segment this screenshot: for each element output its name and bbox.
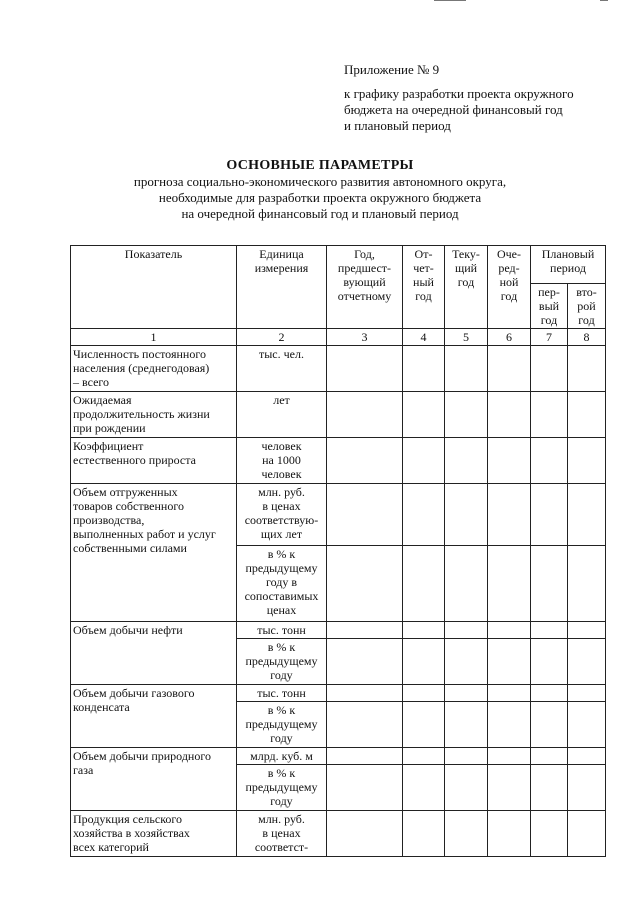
- col-number: 5: [445, 329, 488, 346]
- table-row: [71, 622, 606, 639]
- header-plan-first: пер- вый год: [531, 284, 568, 329]
- table-row: [71, 685, 606, 702]
- unit-cell: в % к предыдущему году в сопоставимых ценах: [237, 546, 327, 622]
- header-prev-year: Год, предшест- вующий отчетному: [327, 246, 403, 329]
- indicator-cell: Объем добычи газового конденсата: [71, 685, 237, 748]
- unit-cell: тыс. тонн: [237, 685, 327, 702]
- header-plan-second: вто- рой год: [568, 284, 606, 329]
- indicator-cell: Объем добычи природного газа: [71, 748, 237, 811]
- indicator-cell: Ожидаемая продолжительность жизни при рождении: [71, 392, 237, 438]
- scan-mark: [600, 0, 608, 3]
- header-current-year: Теку- щий год: [445, 246, 488, 329]
- table-row: [71, 438, 606, 484]
- header-plan-period: Плановый период: [531, 246, 606, 284]
- unit-cell: в % к предыдущему году: [237, 765, 327, 811]
- col-number: 1: [71, 329, 237, 346]
- col-number: 8: [568, 329, 606, 346]
- header-unit: Единица измерения: [237, 246, 327, 329]
- parameters-table: [70, 245, 606, 857]
- col-number: 2: [237, 329, 327, 346]
- indicator-cell: Объем отгруженных товаров собственного производства, выполненных работ и услуг собственными силами: [71, 484, 237, 622]
- unit-cell: лет: [237, 392, 327, 438]
- unit-cell: в % к предыдущему году: [237, 702, 327, 748]
- unit-cell: тыс. чел.: [237, 346, 327, 392]
- col-number: 4: [403, 329, 445, 346]
- col-number: 6: [488, 329, 531, 346]
- indicator-cell: Продукция сельского хозяйства в хозяйствах всех категорий: [71, 811, 237, 857]
- title-main: ОСНОВНЫЕ ПАРАМЕТРЫ: [226, 158, 414, 173]
- indicator-cell: Численность постоянного населения (среднегодовая) – всего: [71, 346, 237, 392]
- header-report-year: От- чет- ный год: [403, 246, 445, 329]
- table-row: [71, 748, 606, 765]
- title-sub-line: на очередной финансовый год и плановый период: [181, 206, 459, 221]
- indicator-cell: Объем добычи нефти: [71, 622, 237, 685]
- unit-cell: в % к предыдущему году: [237, 639, 327, 685]
- unit-cell: млн. руб. в ценах соответст-: [237, 811, 327, 857]
- scan-mark: [434, 0, 466, 3]
- indicator-cell: Коэффициент естественного прироста: [71, 438, 237, 484]
- unit-cell: млрд. куб. м: [237, 748, 327, 765]
- document-title: [0, 157, 640, 222]
- unit-cell: млн. руб. в ценах соответствую- щих лет: [237, 484, 327, 546]
- appendix-number: Приложение № 9: [344, 62, 440, 77]
- column-number-row: [71, 329, 606, 346]
- header-next-year: Оче- ред- ной год: [488, 246, 531, 329]
- col-number: 3: [327, 329, 403, 346]
- unit-cell: человек на 1000 человек: [237, 438, 327, 484]
- appendix-block: [344, 62, 574, 134]
- col-number: 7: [531, 329, 568, 346]
- title-sub-line: необходимые для разработки проекта окружного бюджета: [158, 190, 482, 205]
- appendix-line: и плановый период: [344, 118, 451, 133]
- title-sub-line: прогноза социально-экономического развития автономного округа,: [133, 174, 507, 189]
- unit-cell: тыс. тонн: [237, 622, 327, 639]
- appendix-line: бюджета на очередной финансовый год: [344, 102, 563, 117]
- table-row: [71, 392, 606, 438]
- table-row: [71, 811, 606, 857]
- table-row: [71, 484, 606, 546]
- appendix-line: к графику разработки проекта окружного: [344, 86, 574, 101]
- header-indicator: Показатель: [71, 246, 237, 329]
- table-row: [71, 346, 606, 392]
